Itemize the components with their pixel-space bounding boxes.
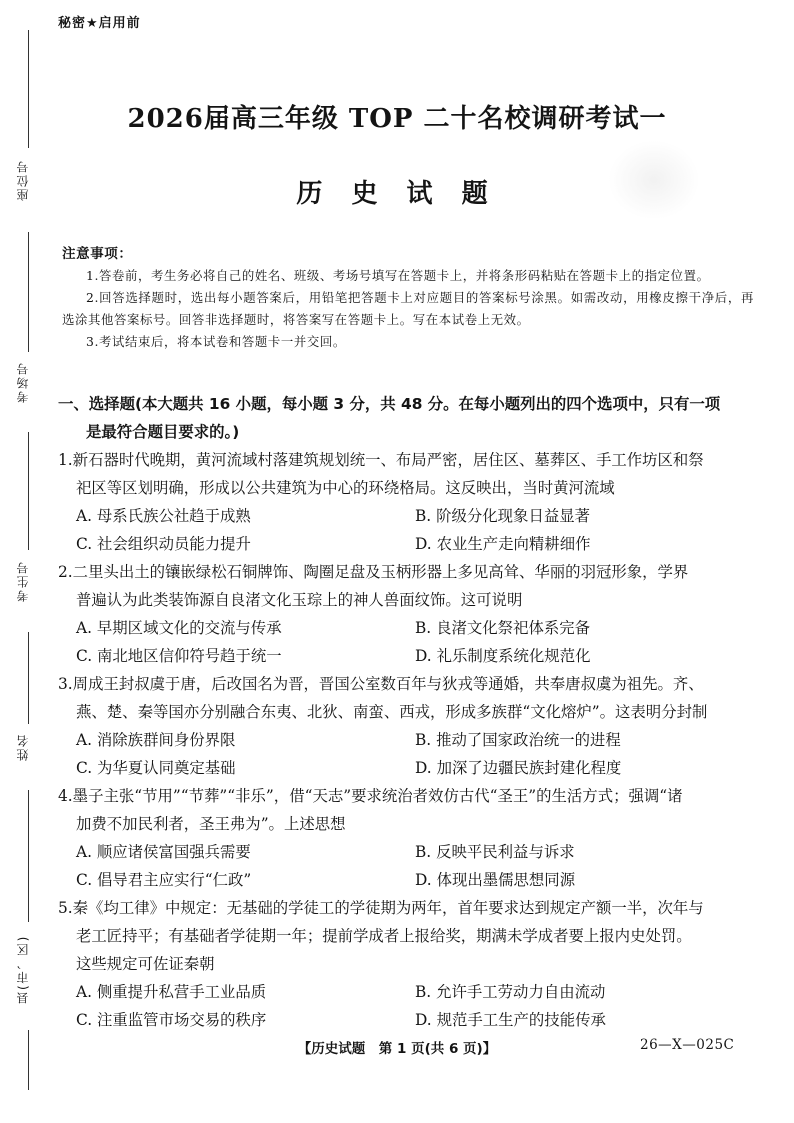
- option-c: C. 注重监管市场交易的秩序: [76, 1011, 267, 1029]
- option-d: D. 规范手工生产的技能传承: [415, 1011, 606, 1029]
- footer-page-info: 【历史试题 第 1 页(共 6 页)】: [297, 1041, 497, 1057]
- candidate-number-label: 考生号: [16, 560, 30, 602]
- option-c: C. 为华夏认同奠定基础: [76, 759, 236, 777]
- option-group: [58, 978, 754, 1034]
- section-heading-line: 一、选择题(本大题共 16 小题，每小题 3 分，共 48 分。在每小题列出的四个选项中，只有一项: [58, 395, 721, 413]
- option-d: D. 加深了边疆民族封建化程度: [415, 759, 622, 777]
- margin-divider: [28, 432, 29, 550]
- exam-title: 2026届高三年级 TOP 二十名校调研考试一: [127, 104, 667, 134]
- subject-title: 历 史 试 题: [296, 179, 498, 209]
- margin-divider: [28, 232, 29, 352]
- question-stem-line: 3.周成王封叔虞于唐，后改国名为晋，晋国公室数百年与狄戎等通婚，共奉唐叔虞为祖先。齐、: [58, 675, 704, 693]
- section-heading: [58, 390, 754, 446]
- option-b: B. 反映平民利益与诉求: [415, 843, 575, 861]
- margin-divider: [28, 790, 29, 922]
- option-a: A. 早期区域文化的交流与传承: [76, 619, 282, 637]
- county-label: 县(市、区): [16, 934, 30, 1004]
- instruction-item: 3.考试结束后，将本试卷和答题卡一并交回。: [86, 334, 346, 349]
- instruction-item: 2.回答选择题时，选出每小题答案后，用铅笔把答题卡上对应题目的答案标号涂黑。如需改动，用橡皮擦干净后，再选涂其他答案标号。回答非选择题时，将答案写在答题卡上。写在本试卷上无效。: [62, 290, 754, 327]
- margin-divider: [28, 632, 29, 724]
- question-stem-line: 2.二里头出土的镶嵌绿松石铜牌饰、陶圈足盘及玉柄形器上多见高耸、华丽的羽冠形象，学界: [58, 563, 689, 581]
- option-group: [58, 614, 754, 670]
- option-b: B. 阶级分化现象日益显著: [415, 507, 591, 525]
- option-a: A. 顺应诸侯富国强兵需要: [76, 843, 251, 861]
- option-d: D. 农业生产走向精耕细作: [415, 535, 591, 553]
- option-a: A. 侧重提升私营手工业品质: [76, 983, 267, 1001]
- question-stem-line: 1.新石器时代晚期，黄河流域村落建筑规划统一、布局严密，居住区、墓葬区、手工作坊区和祭: [58, 451, 704, 469]
- option-c: C. 南北地区信仰符号趋于统一: [76, 647, 282, 665]
- seat-number-label: 座位号: [16, 159, 30, 201]
- name-label: 姓名: [16, 733, 30, 761]
- option-a: A. 母系氏族公社趋于成熟: [76, 507, 251, 525]
- option-d: D. 体现出墨儒思想同源: [415, 871, 576, 889]
- scan-smudge: [608, 140, 700, 220]
- option-b: B. 允许手工劳动力自由流动: [415, 983, 606, 1001]
- footer-paper-code: 26—X—025C: [640, 1037, 735, 1053]
- question-5: [58, 894, 754, 1034]
- question-1: [58, 446, 754, 558]
- instruction-item: 1.答卷前，考生务必将自己的姓名、班级、考场号填写在答题卡上，并将条形码粘贴在答题卡上的指定位置。: [86, 268, 710, 283]
- question-stem-line: 4.墨子主张“节用”“节葬”“非乐”，借“天志”要求统治者效仿古代“圣王”的生活方式；强调“诸: [58, 787, 683, 805]
- confidential-mark: 秘密★启用前: [58, 16, 141, 31]
- question-4: [58, 782, 754, 894]
- question-stem-line: 燕、楚、秦等国亦分别融合东夷、北狄、南蛮、西戎，形成多族群“文化熔炉”。这表明分封制: [76, 703, 708, 721]
- instructions-block: [62, 243, 754, 353]
- question-stem-line: 普遍认为此类装饰源自良渚文化玉琮上的神人兽面纹饰。这可说明: [76, 591, 523, 609]
- question-3: [58, 670, 754, 782]
- option-group: [58, 502, 754, 558]
- question-stem-line: 这些规定可佐证秦朝: [76, 955, 215, 973]
- question-stem-line: 加费不加民利者，圣王弗为”。上述思想: [76, 815, 346, 833]
- option-a: A. 消除族群间身份界限: [76, 731, 236, 749]
- section-heading-line: 是最符合题目要求的。): [86, 423, 240, 441]
- instructions-heading: 注意事项：: [62, 246, 133, 262]
- option-d: D. 礼乐制度系统化规范化: [415, 647, 591, 665]
- question-list: [58, 446, 754, 1034]
- margin-divider: [28, 1030, 29, 1090]
- exam-room-label: 考场号: [16, 361, 30, 403]
- option-b: B. 推动了国家政治统一的进程: [415, 731, 621, 749]
- option-group: [58, 838, 754, 894]
- option-group: [58, 726, 754, 782]
- question-stem-line: 5.秦《均工律》中规定：无基础的学徒工的学徒期为两年，首年要求达到规定产额一半，次年与: [58, 899, 704, 917]
- option-c: C. 倡导君主应实行“仁政”: [76, 871, 252, 889]
- question-stem-line: 老工匠持平；有基础者学徒期一年；提前学成者上报给奖，期满未学成者要上报内史处罚。: [76, 927, 692, 945]
- option-c: C. 社会组织动员能力提升: [76, 535, 251, 553]
- question-2: [58, 558, 754, 670]
- option-b: B. 良渚文化祭祀体系完备: [415, 619, 591, 637]
- question-stem-line: 祀区等区划明确，形成以公共建筑为中心的环绕格局。这反映出，当时黄河流域: [76, 479, 615, 497]
